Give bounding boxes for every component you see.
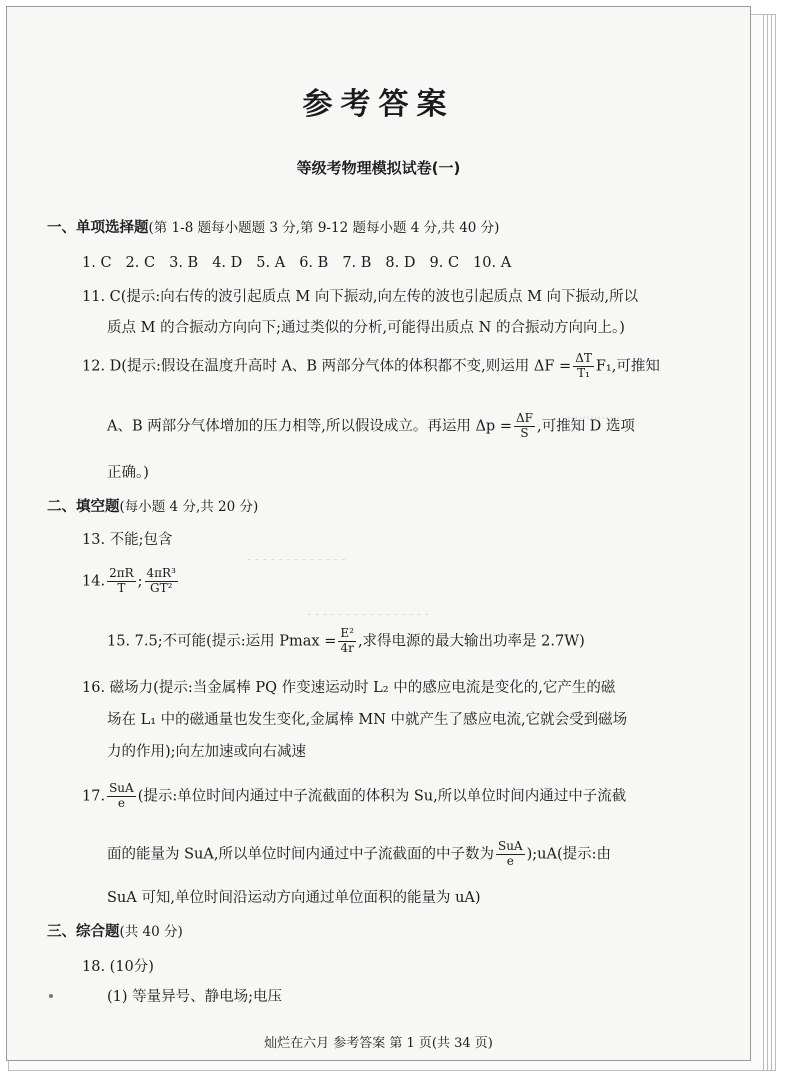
bleed-through-mark: - - - - - - - - - - - - - - - - bbox=[307, 607, 430, 621]
q17-fraction-1 bbox=[107, 782, 136, 811]
q17-line3: SuA 可知,单位时间沿运动方向通过单位面积的能量为 uA) bbox=[107, 890, 481, 906]
q16-line1: 16. 磁场力(提示:当金属棒 PQ 作变速运动时 L₂ 中的感应电流是变化的,它产生的磁 bbox=[82, 680, 616, 696]
answer-2: 2. C bbox=[125, 255, 156, 271]
q15-answer bbox=[107, 627, 585, 656]
q15-fraction bbox=[338, 627, 356, 656]
q17-label: 17. bbox=[82, 788, 106, 805]
q12-fraction-1 bbox=[573, 352, 594, 381]
q14-fraction-1 bbox=[107, 567, 136, 596]
fraction-denominator: e bbox=[117, 795, 125, 810]
q18-heading: 18. (10分) bbox=[82, 959, 154, 975]
q12-line2 bbox=[107, 412, 635, 441]
q16-line2: 场在 L₁ 中的磁通量也发生变化,金属棒 MN 中就产生了感应电流,它就会受到磁场 bbox=[107, 712, 628, 728]
answer-5: 5. A bbox=[256, 255, 286, 271]
q14-label: 14. bbox=[82, 573, 106, 590]
fraction-numerator: SuA bbox=[497, 839, 523, 853]
q15-text-a: 15. 7.5;不可能(提示:运用 Pmax = bbox=[107, 633, 337, 650]
answer-page bbox=[6, 6, 751, 1061]
q14-answer bbox=[82, 567, 180, 596]
answer-8: 8. D bbox=[385, 255, 416, 271]
fraction-numerator: E² bbox=[340, 626, 354, 640]
q17-text-c: );uA(提示:由 bbox=[526, 846, 611, 863]
q12-fraction-2 bbox=[514, 412, 535, 441]
fraction-denominator: T bbox=[117, 580, 126, 595]
answer-3: 3. B bbox=[169, 255, 199, 271]
fraction-numerator: ΔT bbox=[575, 351, 592, 365]
fraction-numerator: ΔF bbox=[515, 411, 533, 425]
q18-part1: (1) 等量异号、静电场;电压 bbox=[107, 989, 283, 1005]
page-title: 参考答案 bbox=[302, 87, 455, 122]
print-speck bbox=[49, 994, 53, 998]
section3-heading-line bbox=[47, 924, 183, 941]
fraction-numerator: 2πR bbox=[109, 566, 134, 580]
q14-fraction-2 bbox=[145, 567, 178, 596]
answer-10: 10. A bbox=[473, 255, 512, 271]
q17-line1 bbox=[82, 782, 626, 811]
q16-line3: 力的作用);向左加速或向右减速 bbox=[107, 744, 307, 760]
section2-note: (每小题 4 分,共 20 分) bbox=[119, 499, 259, 515]
fraction-denominator: GT² bbox=[150, 580, 173, 595]
q11-line1: 11. C(提示:向右传的波引起质点 M 向下振动,向左传的波也引起质点 M 向下振动,所以 bbox=[82, 289, 639, 305]
answer-6: 6. B bbox=[299, 255, 329, 271]
q17-line2 bbox=[107, 840, 611, 869]
section2-heading-line bbox=[47, 499, 258, 516]
section2-heading: 二、填空题 bbox=[47, 499, 120, 515]
mc-answers bbox=[82, 255, 525, 272]
q14-separator: ; bbox=[137, 573, 143, 590]
q17-fraction-2 bbox=[496, 840, 525, 869]
q11-line2: 质点 M 的合振动方向向下;通过类似的分析,可能得出质点 N 的合振动方向向上。) bbox=[107, 320, 625, 336]
q12-text-c: A、B 两部分气体增加的压力相等,所以假设成立。再运用 Δp = bbox=[107, 418, 512, 435]
q12-line3: 正确。) bbox=[107, 465, 149, 481]
page-footer: 灿烂在六月 参考答案 第 1 页(共 34 页) bbox=[264, 1036, 493, 1051]
section3-heading: 三、综合题 bbox=[47, 924, 120, 940]
page-subtitle: 等级考物理模拟试卷(一) bbox=[296, 159, 461, 177]
q12-line1 bbox=[82, 352, 660, 381]
fraction-numerator: 4πR³ bbox=[146, 566, 176, 580]
fraction-denominator: 4r bbox=[340, 640, 354, 655]
answer-9: 9. C bbox=[429, 255, 460, 271]
q17-text-a: (提示:单位时间内通过中子流截面的体积为 Su,所以单位时间内通过中子流截 bbox=[137, 788, 627, 805]
q13-answer: 13. 不能;包含 bbox=[82, 532, 173, 548]
q12-text-d: ,可推知 D 选项 bbox=[536, 418, 635, 435]
fraction-denominator: T₁ bbox=[577, 365, 590, 380]
fraction-denominator: S bbox=[520, 425, 529, 440]
answer-7: 7. B bbox=[342, 255, 372, 271]
answer-1: 1. C bbox=[82, 255, 112, 271]
section1-note: (第 1-8 题每小题题 3 分,第 9-12 题每小题 4 分,共 40 分) bbox=[148, 220, 500, 236]
fraction-denominator: e bbox=[506, 853, 514, 868]
section3-note: (共 40 分) bbox=[119, 924, 183, 940]
section1-heading: 一、单项选择题 bbox=[47, 220, 149, 236]
answer-4: 4. D bbox=[212, 255, 243, 271]
q12-text-b: F₁,可推知 bbox=[595, 358, 660, 375]
section1-heading-line bbox=[47, 220, 499, 237]
bleed-through-mark: - - - - - - - - - - - - - bbox=[247, 552, 346, 566]
q17-text-b: 面的能量为 SuA,所以单位时间内通过中子流截面的中子数为 bbox=[107, 846, 494, 863]
q12-text-a: 12. D(提示:假设在温度升高时 A、B 两部分气体的体积都不变,则运用 ΔF = bbox=[82, 358, 572, 375]
bleed-through-mark: ,,,,,,,,,,,,,, bbox=[567, 407, 621, 421]
q15-text-b: ,求得电源的最大输出功率是 2.7W) bbox=[357, 633, 585, 650]
fraction-numerator: SuA bbox=[109, 781, 134, 795]
